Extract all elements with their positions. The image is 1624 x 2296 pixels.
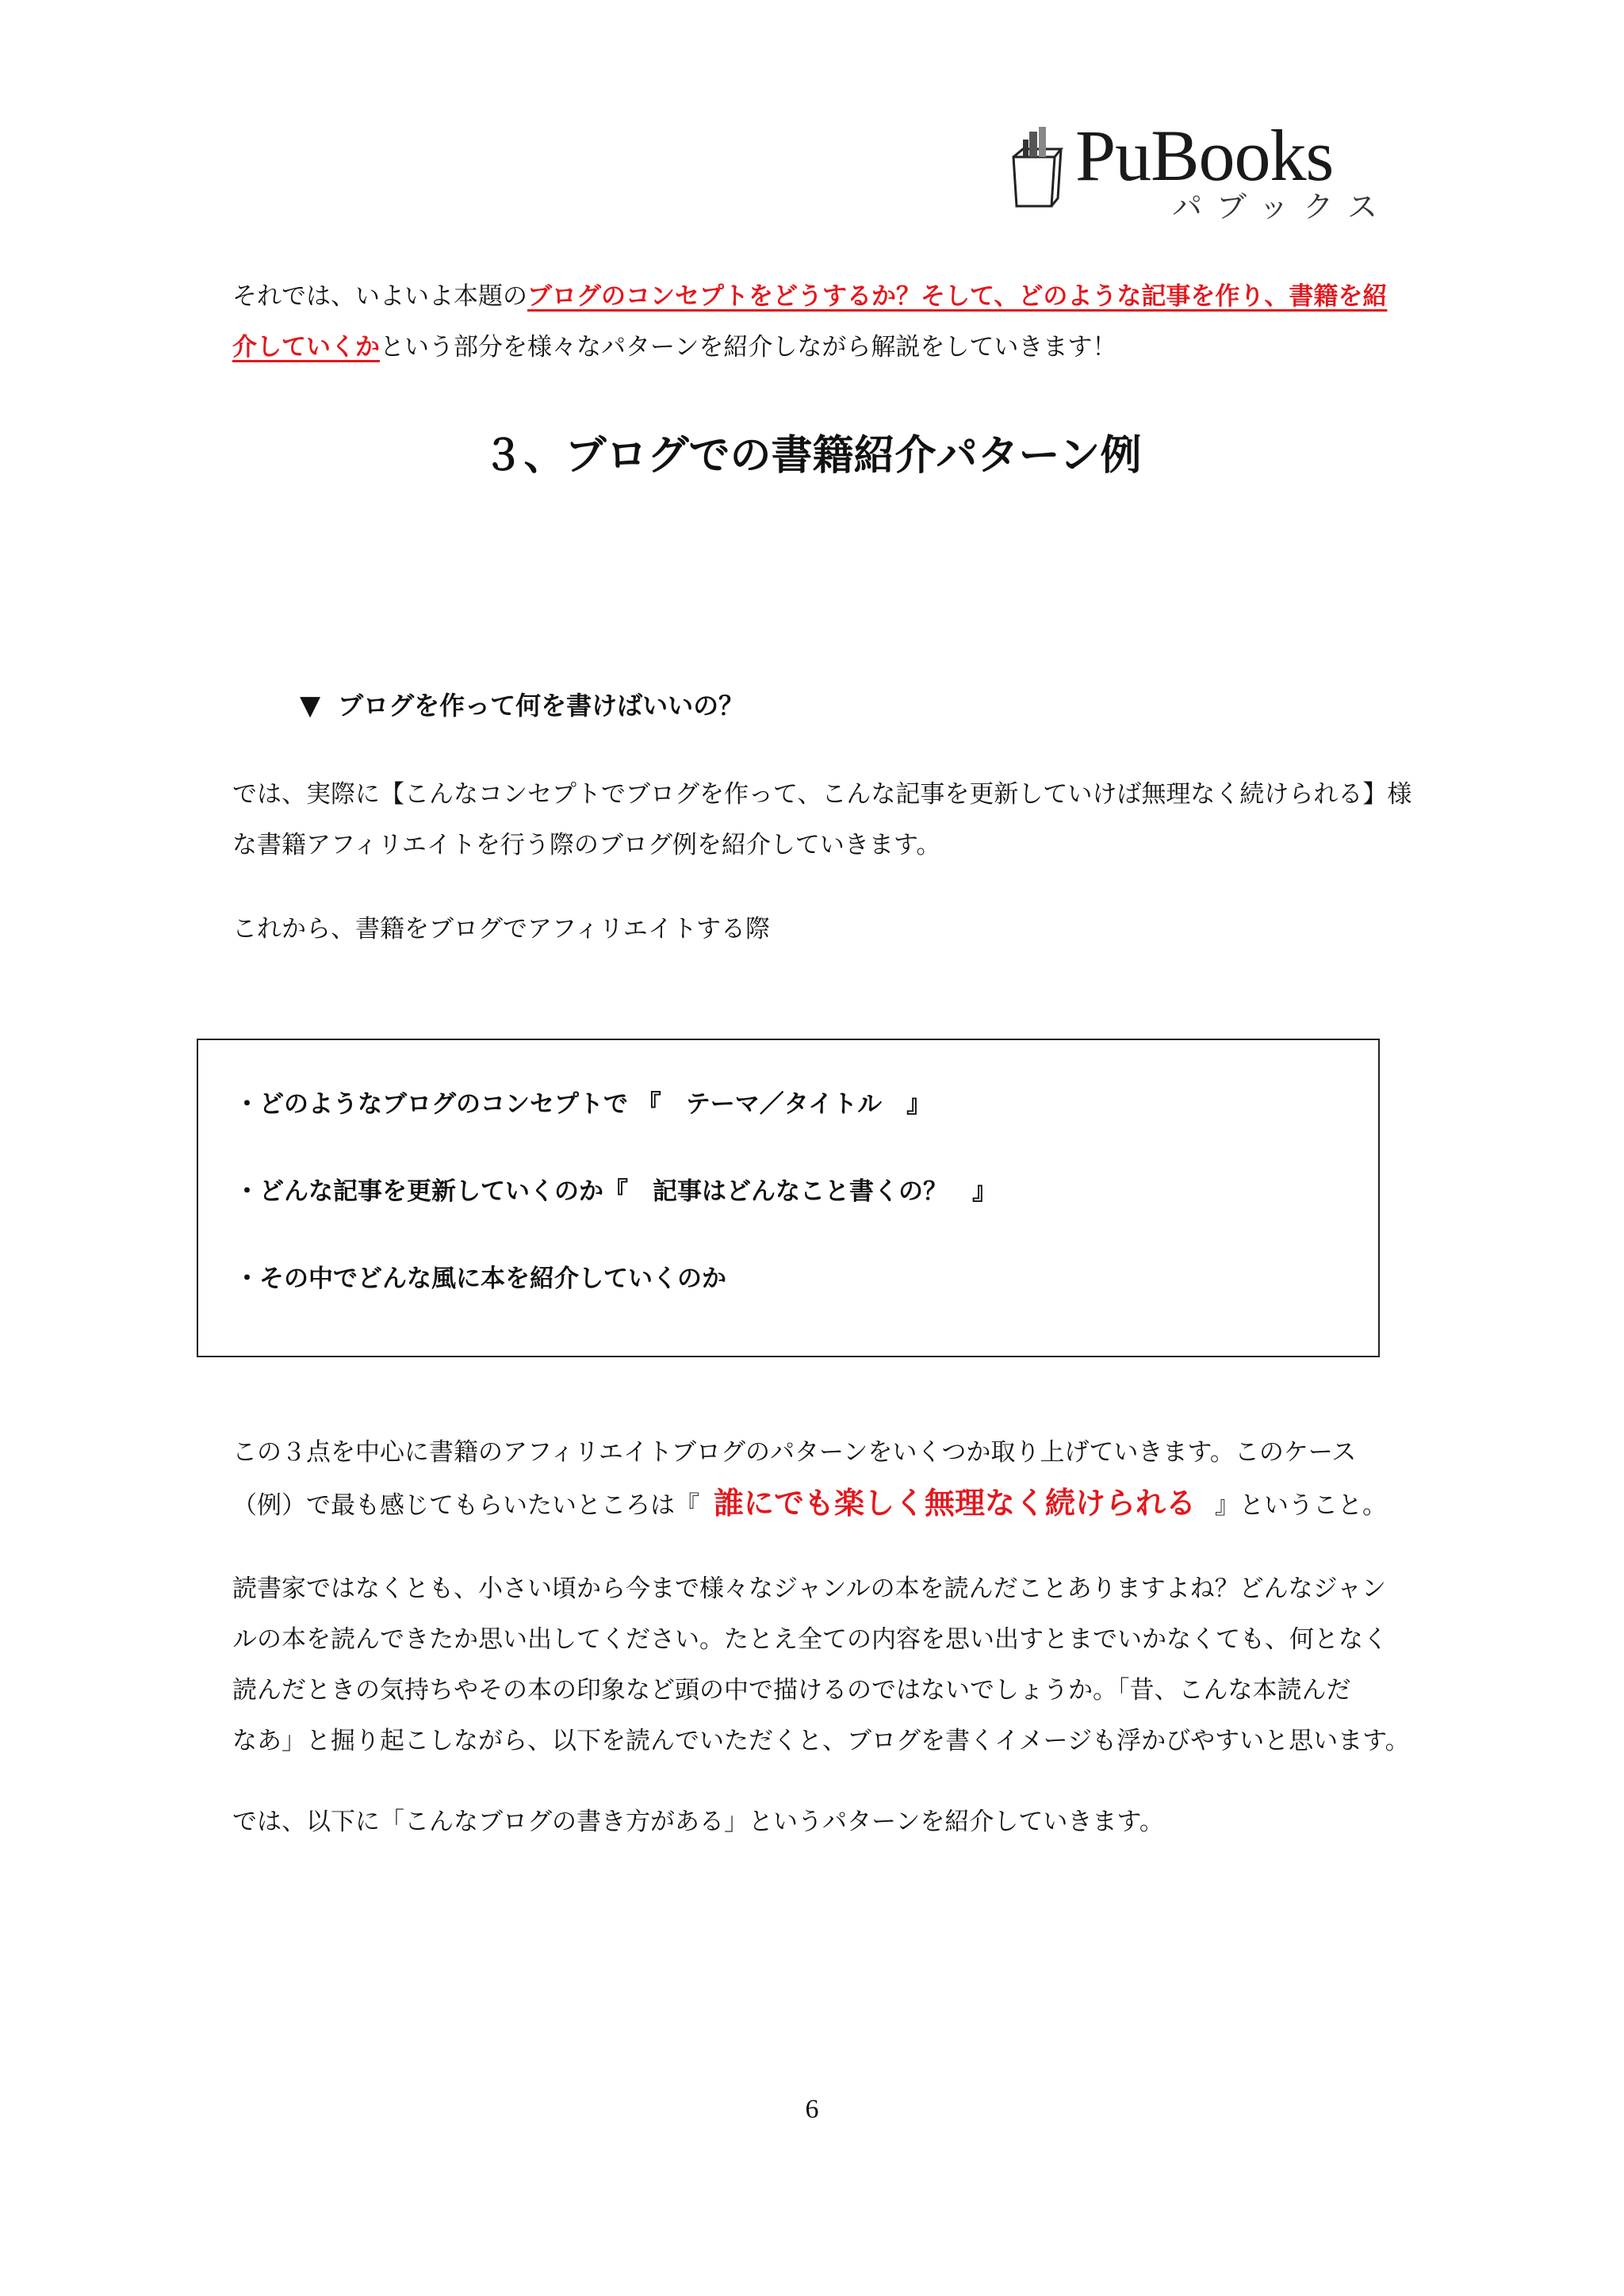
section-heading: ３、ブログでの書籍紹介パターン例 [482,431,1142,480]
paragraph-2: これから、書籍をブログでアフィリエイトする際 [232,915,770,943]
subheading [300,683,744,728]
intro-line-1 [232,271,1398,322]
key-points-box [197,1039,1380,1357]
p4-line-3: 読んだときの気持ちやその本の印象など頭の中で描けるのではないでしょうか。「昔、こんな本読んだ [232,1676,1351,1705]
p3-line-2 [232,1478,1398,1531]
p4-line-1: 読書家ではなくとも、小さい頃から今まで様々なジャンルの本を読んだことありますよね？どんなジャン [232,1575,1386,1603]
p1-line-1: では、実際に【こんなコンセプトでブログを作って、こんな記事を更新していけば無理なく続けられる】様 [232,780,1412,809]
box-item-1: ・どのようなブログのコンセプトで 『 テーマ／タイトル 』 [235,1090,932,1119]
box-item-2: ・どんな記事を更新していくのか『 記事はどんなこと書くの？ 』 [235,1177,997,1206]
p3-line-1: この３点を中心に書籍のアフィリエイトブログのパターンをいくつか取り上げていきます。このケース [232,1438,1357,1467]
triangle-down-icon: ▼ [300,690,321,721]
paragraph-4 [232,1563,1410,1766]
intro-highlight-2: 介していくか [232,333,380,362]
intro-text-a: それでは、いよいよ本題の [232,282,527,311]
p3-highlight: 誰にでも楽しく無理なく続けられる [714,1486,1197,1521]
page-number: 6 [805,2095,819,2124]
p3-text-a: （例）で最も感じてもらいたいところは『 [232,1491,699,1520]
paragraph-5: では、以下に「こんなブログの書き方がある」というパターンを紹介していきます。 [232,1808,1164,1836]
intro-line-2 [232,322,1398,373]
logo-brand: PuBooks [1075,115,1334,196]
p1-line-2: な書籍アフィリエイトを行う際のブログ例を紹介していきます。 [232,831,941,859]
book-bag-icon [1005,125,1069,212]
logo-kana: パブックス [1172,189,1392,224]
intro-paragraph [232,271,1398,373]
p3-text-b: 』ということ。 [1215,1491,1388,1520]
paragraph-1 [232,769,1412,871]
intro-text-b: という部分を様々なパターンを紹介しながら解説をしていきます！ [380,333,1117,362]
intro-highlight-1: ブログのコンセプトをどうするか？そして、どのような記事を作り、書籍を紹 [527,282,1388,311]
box-item-3: ・その中でどんな風に本を紹介していくのか [235,1265,726,1293]
p4-line-4: なあ」と掘り起こしながら、以下を読んでいただくと、ブログを書くイメージも浮かびやすいと思います。 [232,1727,1410,1755]
subheading-text: ブログを作って何を書けばいいの？ [338,691,745,721]
paragraph-3 [232,1427,1398,1531]
pubooks-logo [1005,115,1392,230]
p4-line-2: ルの本を読んできたか思い出してください。たとえ全ての内容を思い出すとまでいかなくても、何となく [232,1625,1388,1654]
